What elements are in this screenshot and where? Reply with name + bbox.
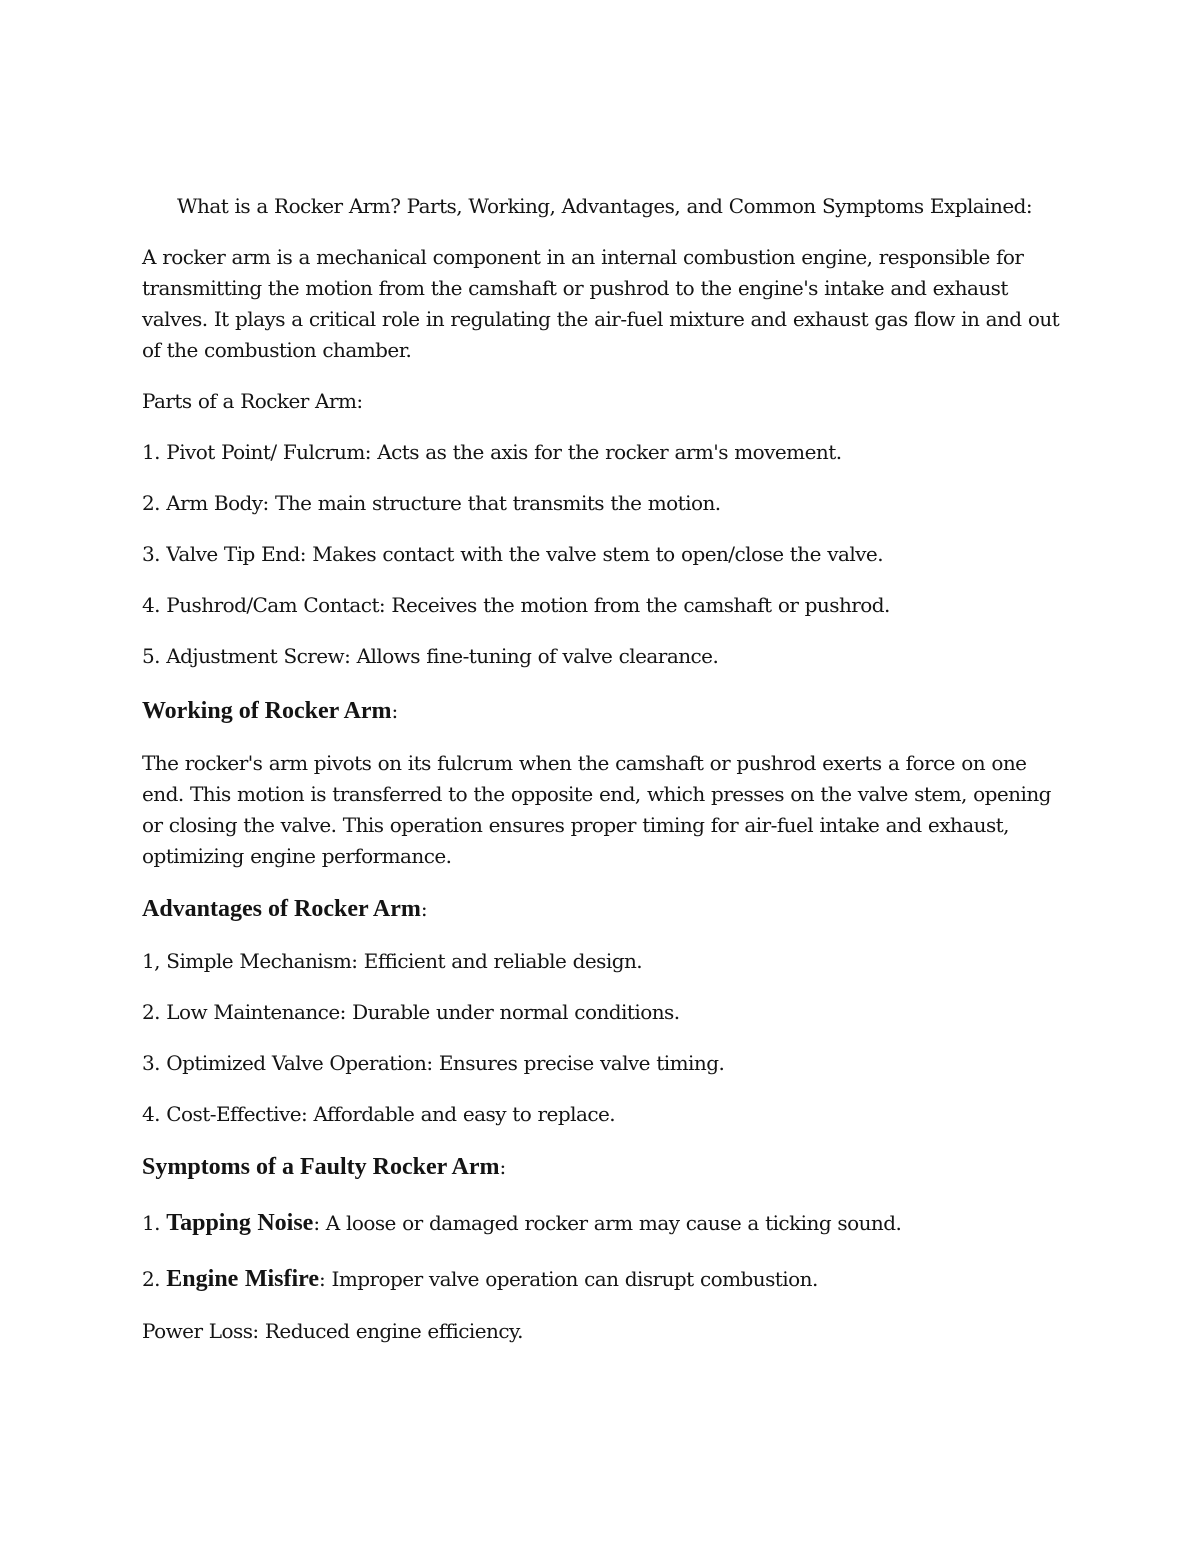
advantages-item: 2. Low Maintenance: Durable under normal conditions. (142, 1000, 680, 1024)
symptom-number: 1. (142, 1211, 167, 1235)
parts-item: 1. Pivot Point/ Fulcrum: Acts as the axis for the rocker arm's movement. (142, 440, 842, 464)
symptom-term: Engine Misfire (166, 1266, 320, 1292)
working-paragraph: The rocker's arm pivots on its fulcrum when the camshaft or pushrod exerts a force on one end. This motion is transferred to the opposite end, which presses on the valve stem, opening or closing the valve. This operation ensures proper timing for air-fuel intake and exhaust, optimizing engine performance. (142, 751, 1051, 868)
advantages-heading-text: Advantages of Rocker Arm (142, 896, 421, 922)
parts-item: 2. Arm Body: The main structure that transmits the motion. (142, 491, 721, 515)
symptoms-last-item: Power Loss: Reduced engine efficiency. (142, 1319, 523, 1343)
advantages-heading (142, 894, 1062, 925)
advantages-heading-colon: : (420, 897, 428, 921)
advantages-item: 3. Optimized Valve Operation: Ensures precise valve timing. (142, 1051, 725, 1075)
symptom-description: : A loose or damaged rocker arm may cause a ticking sound. (313, 1211, 902, 1235)
document-page (142, 191, 1062, 1347)
symptom-description: : Improper valve operation can disrupt combustion. (319, 1267, 818, 1291)
symptoms-heading-colon: : (499, 1155, 507, 1179)
working-heading-colon: : (391, 699, 399, 723)
symptoms-item (142, 1208, 1062, 1239)
advantages-item: 4. Cost-Effective: Affordable and easy to replace. (142, 1102, 616, 1126)
parts-heading: Parts of a Rocker Arm: (142, 389, 363, 413)
working-heading (142, 696, 1062, 727)
parts-item: 5. Adjustment Screw: Allows fine-tuning of valve clearance. (142, 644, 719, 668)
working-heading-text: Working of Rocker Arm (142, 698, 392, 724)
symptoms-item (142, 1264, 1062, 1295)
intro-paragraph: A rocker arm is a mechanical component in an internal combustion engine, responsible for transmitting the motion from the camshaft or pushrod to the engine's intake and exhaust valves. It plays a critical role in regulating the air-fuel mixture and exhaust gas flow in and out of the combustion chamber. (142, 245, 1060, 362)
symptom-number: 2. (142, 1267, 167, 1291)
symptoms-heading (142, 1152, 1062, 1183)
symptom-term: Tapping Noise (166, 1210, 314, 1236)
document-title: What is a Rocker Arm? Parts, Working, Advantages, and Common Symptoms Explained: (177, 194, 1033, 218)
symptoms-heading-text: Symptoms of a Faulty Rocker Arm (142, 1154, 500, 1180)
parts-item: 4. Pushrod/Cam Contact: Receives the motion from the camshaft or pushrod. (142, 593, 890, 617)
parts-item: 3. Valve Tip End: Makes contact with the valve stem to open/close the valve. (142, 542, 884, 566)
advantages-item: 1, Simple Mechanism: Efficient and reliable design. (142, 949, 643, 973)
